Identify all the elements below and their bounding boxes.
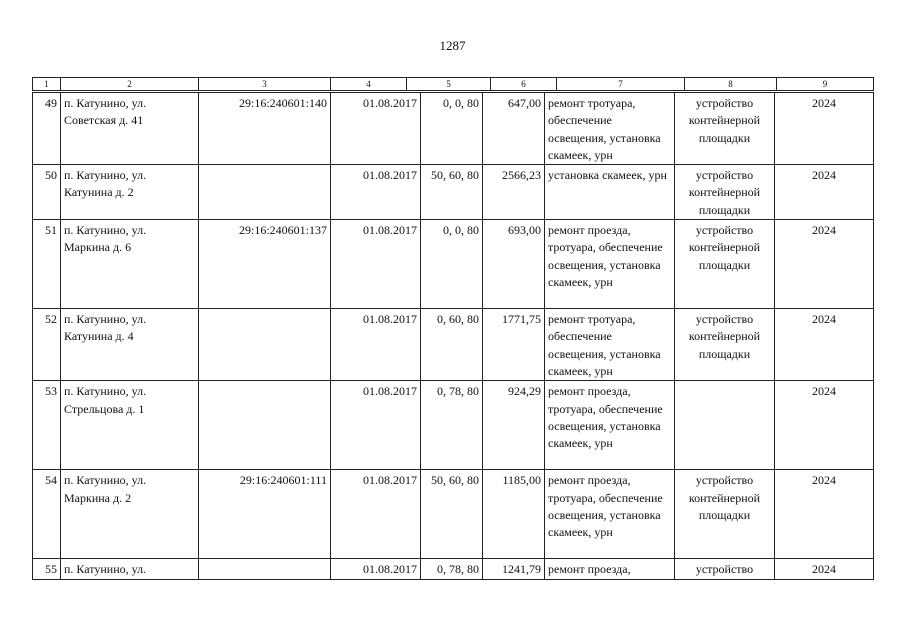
cadastral-cell bbox=[199, 381, 331, 470]
cadastral-cell bbox=[199, 559, 331, 579]
header-col-9: 9 bbox=[777, 78, 874, 91]
data-table bbox=[32, 92, 874, 580]
percent-cell: 0, 78, 80 bbox=[421, 381, 483, 470]
table-row bbox=[33, 309, 874, 381]
extra-works-cell: устройство контейнерной площадки bbox=[675, 220, 775, 309]
year-cell: 2024 bbox=[775, 559, 874, 579]
extra-works-cell: устройство контейнерной площадки bbox=[675, 470, 775, 559]
date-cell: 01.08.2017 bbox=[331, 381, 421, 470]
area-cell: 1185,00 bbox=[483, 470, 545, 559]
percent-cell: 50, 60, 80 bbox=[421, 165, 483, 220]
works-cell: ремонт проезда, тротуара, обеспечение освещения, установка скамеек, урн bbox=[545, 381, 675, 470]
address-cell: п. Катунино, ул. bbox=[61, 559, 199, 579]
address-cell: п. Катунино, ул. Катунина д. 2 bbox=[61, 165, 199, 220]
row-number: 54 bbox=[33, 470, 61, 559]
table-row bbox=[33, 165, 874, 220]
percent-cell: 0, 0, 80 bbox=[421, 93, 483, 165]
header-col-5: 5 bbox=[407, 78, 491, 91]
percent-cell: 0, 0, 80 bbox=[421, 220, 483, 309]
cadastral-cell: 29:16:240601:111 bbox=[199, 470, 331, 559]
works-cell: ремонт проезда, тротуара, обеспечение освещения, установка скамеек, урн bbox=[545, 220, 675, 309]
address-cell: п. Катунино, ул. Стрельцова д. 1 bbox=[61, 381, 199, 470]
area-cell: 1771,75 bbox=[483, 309, 545, 381]
area-cell: 924,29 bbox=[483, 381, 545, 470]
area-cell: 647,00 bbox=[483, 93, 545, 165]
cadastral-cell: 29:16:240601:137 bbox=[199, 220, 331, 309]
row-number: 50 bbox=[33, 165, 61, 220]
area-cell: 1241,79 bbox=[483, 559, 545, 579]
page-number: 1287 bbox=[439, 38, 466, 53]
date-cell: 01.08.2017 bbox=[331, 220, 421, 309]
row-number: 49 bbox=[33, 93, 61, 165]
extra-works-cell: устройство контейнерной площадки bbox=[675, 165, 775, 220]
year-cell: 2024 bbox=[775, 93, 874, 165]
works-cell: ремонт тротуара, обеспечение освещения, установка скамеек, урн bbox=[545, 93, 675, 165]
percent-cell: 0, 78, 80 bbox=[421, 559, 483, 579]
percent-cell: 0, 60, 80 bbox=[421, 309, 483, 381]
works-cell: ремонт проезда, тротуара, обеспечение освещения, установка скамеек, урн bbox=[545, 470, 675, 559]
cadastral-cell bbox=[199, 309, 331, 381]
date-cell: 01.08.2017 bbox=[331, 309, 421, 381]
works-cell: установка скамеек, урн bbox=[545, 165, 675, 220]
row-number: 53 bbox=[33, 381, 61, 470]
year-cell: 2024 bbox=[775, 470, 874, 559]
row-number: 51 bbox=[33, 220, 61, 309]
area-cell: 693,00 bbox=[483, 220, 545, 309]
year-cell: 2024 bbox=[775, 165, 874, 220]
area-cell: 2566,23 bbox=[483, 165, 545, 220]
address-cell: п. Катунино, ул. Маркина д. 2 bbox=[61, 470, 199, 559]
date-cell: 01.08.2017 bbox=[331, 165, 421, 220]
extra-works-cell: устройство контейнерной площадки bbox=[675, 93, 775, 165]
row-number: 52 bbox=[33, 309, 61, 381]
header-col-1: 1 bbox=[33, 78, 61, 91]
date-cell: 01.08.2017 bbox=[331, 559, 421, 579]
cadastral-cell bbox=[199, 165, 331, 220]
header-col-4: 4 bbox=[331, 78, 407, 91]
works-cell: ремонт тротуара, обеспечение освещения, установка скамеек, урн bbox=[545, 309, 675, 381]
header-col-6: 6 bbox=[491, 78, 557, 91]
address-cell: п. Катунино, ул. Советская д. 41 bbox=[61, 93, 199, 165]
table-row bbox=[33, 381, 874, 470]
header-col-7: 7 bbox=[557, 78, 685, 91]
works-cell: ремонт проезда, bbox=[545, 559, 675, 579]
table-row bbox=[33, 559, 874, 579]
table-row bbox=[33, 220, 874, 309]
extra-works-cell bbox=[675, 381, 775, 470]
percent-cell: 50, 60, 80 bbox=[421, 470, 483, 559]
cadastral-cell: 29:16:240601:140 bbox=[199, 93, 331, 165]
year-cell: 2024 bbox=[775, 309, 874, 381]
date-cell: 01.08.2017 bbox=[331, 470, 421, 559]
header-col-8: 8 bbox=[685, 78, 777, 91]
address-cell: п. Катунино, ул. Катунина д. 4 bbox=[61, 309, 199, 381]
row-number: 55 bbox=[33, 559, 61, 579]
header-col-3: 3 bbox=[199, 78, 331, 91]
extra-works-cell: устройство контейнерной площадки bbox=[675, 309, 775, 381]
column-number-header bbox=[32, 77, 874, 91]
table-row bbox=[33, 470, 874, 559]
extra-works-cell: устройство bbox=[675, 559, 775, 579]
table-row bbox=[33, 93, 874, 165]
year-cell: 2024 bbox=[775, 381, 874, 470]
header-col-2: 2 bbox=[61, 78, 199, 91]
date-cell: 01.08.2017 bbox=[331, 93, 421, 165]
address-cell: п. Катунино, ул. Маркина д. 6 bbox=[61, 220, 199, 309]
year-cell: 2024 bbox=[775, 220, 874, 309]
